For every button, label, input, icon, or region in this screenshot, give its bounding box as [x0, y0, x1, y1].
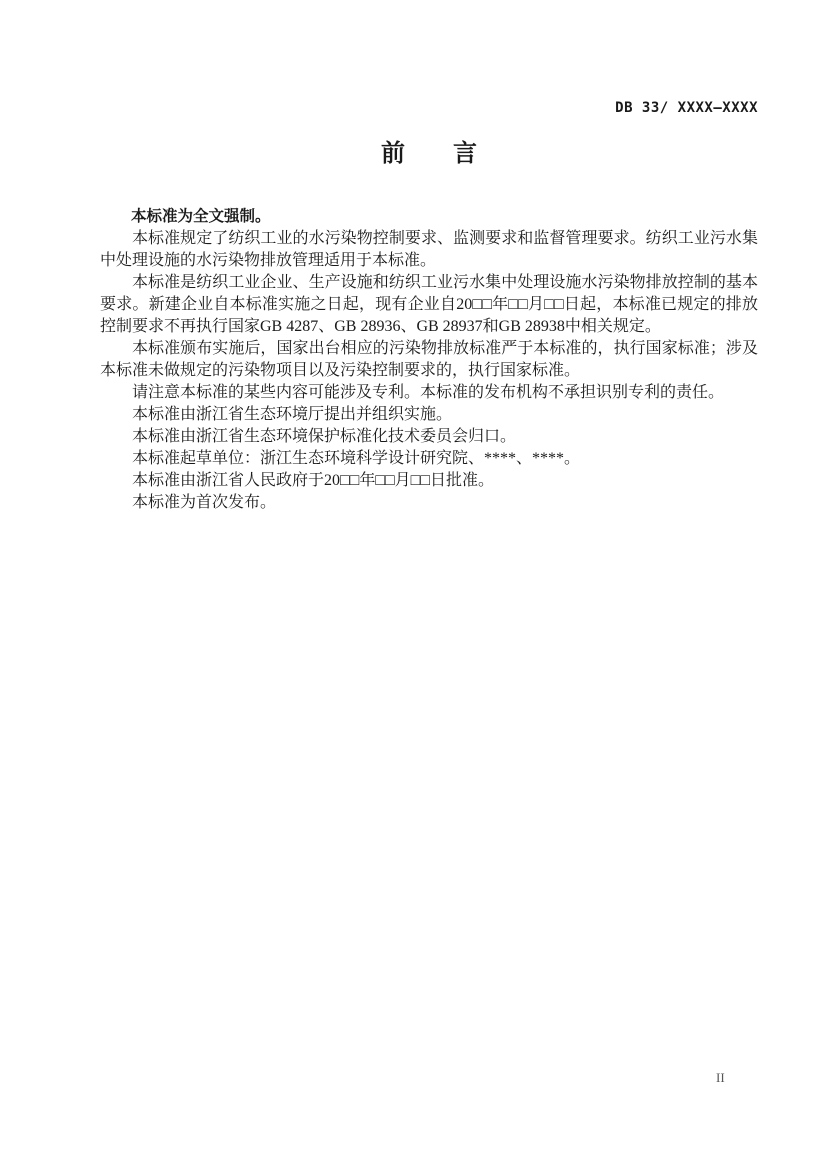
foreword-paragraph-centralized-by: 本标准由浙江省生态环境保护标准化技术委员会归口。: [132, 428, 517, 445]
foreword-paragraph-national-standards: 本标准颁布实施后，国家出台相应的污染物排放标准严于本标准的，执行国家标准；涉及本标准未做规定的污染物项目以及污染控制要求的，执行国家标准。: [100, 340, 758, 379]
foreword-paragraph-approval: 本标准由浙江省人民政府于20□□年□□月□□日批准。: [132, 472, 494, 489]
foreword-paragraph-drafting-units: 本标准起草单位：浙江生态环境科学设计研究院、****、****。: [132, 450, 581, 467]
foreword-paragraph-proposed-by: 本标准由浙江省生态环境厅提出并组织实施。: [132, 406, 453, 423]
standard-number: DB 33/ XXXX—XXXX: [615, 100, 758, 116]
page-number: II: [716, 1070, 725, 1085]
foreword-paragraph-requirements: 本标准是纺织工业企业、生产设施和纺织工业污水集中处理设施水污染物排放控制的基本要求。新建企业自本标准实施之日起，现有企业自20□□年□□月□□日起，本标准已规定的排放控制要求不再执行国家GB 4287、GB 28936、GB 28937和GB 28938中相关规定。: [100, 274, 758, 335]
foreword-paragraph-mandatory-note: 本标准为全文强制。: [131, 208, 271, 225]
foreword-paragraph-scope: 本标准规定了纺织工业的水污染物控制要求、监测要求和监督管理要求。纺织工业污水集中处理设施的水污染物排放管理适用于本标准。: [100, 230, 758, 269]
foreword-title: 前 言: [381, 140, 477, 167]
foreword-paragraph-first-release: 本标准为首次发布。: [132, 494, 277, 511]
document-header: [100, 99, 758, 117]
foreword-paragraph-patent-notice: 请注意本标准的某些内容可能涉及专利。本标准的发布机构不承担识别专利的责任。: [132, 384, 725, 401]
foreword-body: [100, 206, 758, 514]
